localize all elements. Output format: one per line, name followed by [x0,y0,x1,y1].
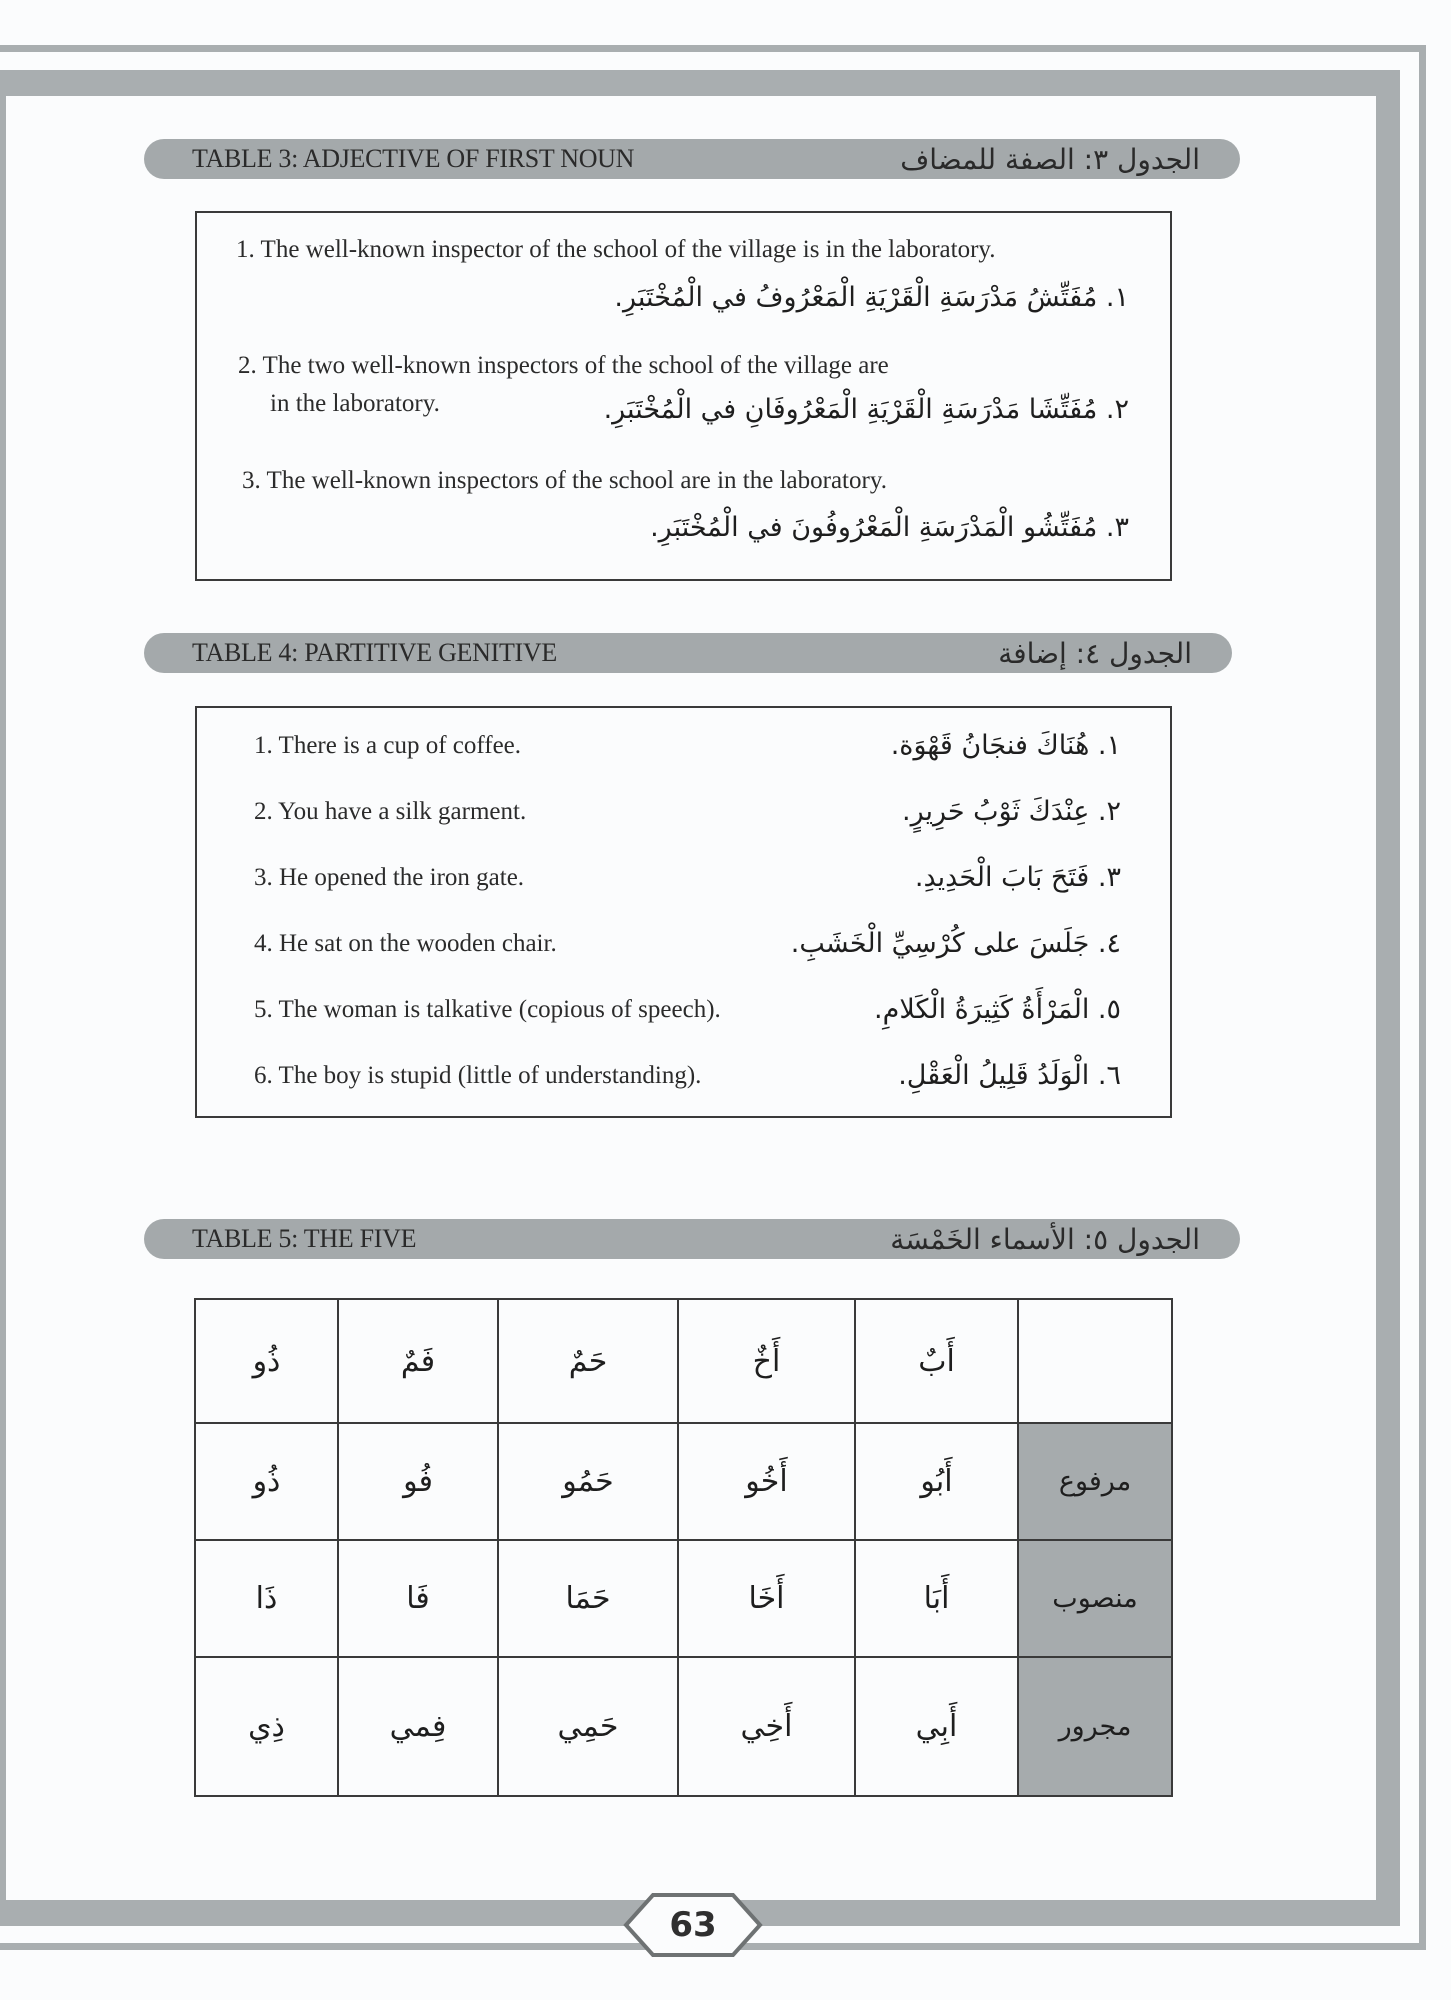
table4-row2-ar: ٢. عِنْدَكَ ثَوْبُ حَرِيرٍ. [902,796,1121,827]
table-cell: أَخٌ [678,1299,855,1423]
table3-row2-en: 2. The two well-known inspectors of the school of the village are [238,352,889,379]
case-label-nominative: مرفوع [1018,1423,1172,1540]
table-cell: أَبُو [855,1423,1018,1540]
table-cell: حَمٌ [498,1299,678,1423]
frame-outer-right [1419,45,1426,1950]
table-cell: ذُو [195,1299,338,1423]
table3-row3-ar: ٣. مُفَتِّشُو الْمَدْرَسَةِ الْمَعْرُوفُونَ في الْمُخْتَبَرِ. [650,512,1129,543]
table-row [195,1423,1172,1540]
table-cell: فِمي [338,1657,498,1796]
table-row-header [195,1299,1172,1423]
table-row [195,1540,1172,1657]
table-cell: أَبِي [855,1657,1018,1796]
table4-row6-ar: ٦. الْوَلَدُ قَلِيلُ الْعَقْلِ. [898,1060,1121,1091]
frame-inner-right [1376,70,1400,1926]
table-cell: ذِي [195,1657,338,1796]
table-cell: أَبَا [855,1540,1018,1657]
table-row [195,1657,1172,1796]
table4-row5-ar: ٥. الْمَرْأَةُ كَثِيرَةُ الْكَلامِ. [874,994,1121,1025]
page-number: 63 [669,1905,717,1945]
table4-header [144,633,1232,673]
table3-row2-ar: ٢. مُفَتِّشَا مَدْرَسَةِ الْقَرْيَةِ الْمَعْرُوفَانِ في الْمُخْتَبَرِ. [603,394,1129,425]
table-cell: أَخُو [678,1423,855,1540]
table-cell: أَخَا [678,1540,855,1657]
table4-box [195,706,1172,1118]
table4-row2-en: 2. You have a silk garment. [254,798,527,825]
table-cell: حَمِي [498,1657,678,1796]
frame-outer-top [0,45,1426,52]
table4-row6-en: 6. The boy is stupid (little of understanding). [254,1062,702,1089]
table3-row3-en: 3. The well-known inspectors of the school are in the laboratory. [242,467,887,494]
table5-title-en: TABLE 5: THE FIVE [192,1224,417,1253]
table4-row3-ar: ٣. فَتَحَ بَابَ الْحَدِيدِ. [914,862,1121,893]
table-cell: فَمٌ [338,1299,498,1423]
table5-header [144,1219,1240,1259]
case-label-genitive: مجرور [1018,1657,1172,1796]
table4-row4-en: 4. He sat on the wooden chair. [254,930,557,957]
table-cell: ذَا [195,1540,338,1657]
table-cell: أَخِي [678,1657,855,1796]
table4-title-ar: الجدول ٤: إضافة [998,636,1192,670]
table4-row4-ar: ٤. جَلَسَ على كُرْسِيِّ الْخَشَبِ. [790,928,1121,959]
table-cell: حَمَا [498,1540,678,1657]
table-cell: فُو [338,1423,498,1540]
case-label-accusative: منصوب [1018,1540,1172,1657]
table-cell: ذُو [195,1423,338,1540]
table5-title-ar: الجدول ٥: الأسماء الخَمْسَة [890,1222,1200,1256]
table3-header [144,139,1240,179]
table3-row1-en: 1. The well-known inspector of the school of the village is in the laboratory. [236,236,996,263]
table3-row1-ar: ١. مُفَتِّشُ مَدْرَسَةِ الْقَرْيَةِ الْمَعْرُوفُ في الْمُخْتَبَرِ. [614,282,1129,313]
table4-row3-en: 3. He opened the iron gate. [254,864,525,891]
table3-title-ar: الجدول ٣: الصفة للمضاف [900,142,1200,176]
table-cell: حَمُو [498,1423,678,1540]
frame-inner-top [0,70,1400,96]
table4-row1-ar: ١. هُنَاكَ فنجَانُ قَهْوَة. [890,730,1121,761]
table-cell-empty [1018,1299,1172,1423]
table3-title-en: TABLE 3: ADJECTIVE OF FIRST NOUN [192,144,635,173]
table-cell: أَبٌ [855,1299,1018,1423]
page-number-badge [623,1892,763,1958]
table3-row2-en-cont: in the laboratory. [270,390,440,417]
table4-row5-en: 5. The woman is talkative (copious of speech). [254,996,721,1023]
table4-title-en: TABLE 4: PARTITIVE GENITIVE [192,638,557,667]
frame-inner-left [0,70,6,1926]
table4-row1-en: 1. There is a cup of coffee. [254,732,522,759]
table-cell: فَا [338,1540,498,1657]
five-nouns-table [194,1298,1173,1797]
